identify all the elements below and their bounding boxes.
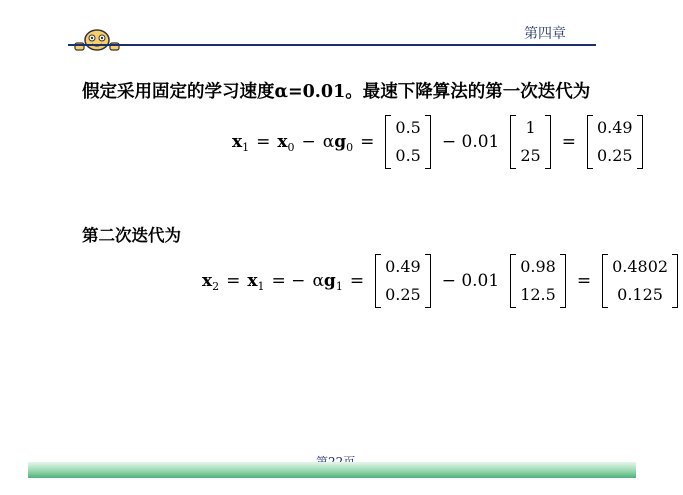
eq1-matrix-g0 xyxy=(510,115,550,169)
eq2-equals-minus: = − xyxy=(271,271,306,291)
intro-text: 假定采用固定的学习速度α=0.01。最速下降算法的第一次迭代为 xyxy=(82,82,591,102)
eq1-alpha: α xyxy=(322,132,335,152)
eq1-lhs-sub: 1 xyxy=(242,140,250,154)
eq1-equals-b: = xyxy=(360,132,375,152)
eq1-equals-a: = xyxy=(256,132,271,152)
matrix-cell: 0.49 xyxy=(385,257,421,276)
eq2-alpha: α xyxy=(312,271,324,291)
matrix-cell: 0.5 xyxy=(395,118,421,137)
matrix-cell: 0.5 xyxy=(395,146,421,165)
matrix-cell: 0.98 xyxy=(520,257,556,276)
eq1-x0: x xyxy=(277,132,288,152)
footer-bar xyxy=(28,462,636,478)
matrix-cell: 1 xyxy=(525,118,536,137)
eq1-coefficient: − 0.01 xyxy=(441,132,500,152)
equation-first-iteration xyxy=(232,111,647,173)
chapter-label: 第四章 xyxy=(524,26,566,42)
eq2-lhs-x: x xyxy=(202,271,213,291)
matrix-cell: 0.125 xyxy=(617,285,663,304)
eq2-x1: x xyxy=(247,271,258,291)
eq2-lhs-sub: 2 xyxy=(212,279,220,293)
eq1-equals-c: = xyxy=(561,132,576,152)
eq1-minus: − xyxy=(301,132,316,152)
header-divider xyxy=(68,44,596,46)
eq2-equals-d: = xyxy=(576,271,592,291)
matrix-cell: 25 xyxy=(520,146,541,165)
equation-second-iteration xyxy=(202,250,682,312)
matrix-cell: 0.49 xyxy=(596,118,633,137)
eq2-g: g xyxy=(323,271,336,291)
smiley-logo-icon xyxy=(72,27,122,55)
eq1-matrix-x0 xyxy=(385,115,430,169)
eq1-lhs-x: x xyxy=(232,132,243,152)
eq2-g-sub: 1 xyxy=(335,279,343,293)
second-iteration-text: 第二次迭代为 xyxy=(82,226,181,245)
eq2-x1-sub: 1 xyxy=(257,279,265,293)
matrix-cell: 12.5 xyxy=(520,285,556,304)
eq1-matrix-result xyxy=(587,115,643,169)
matrix-cell: 0.25 xyxy=(385,285,421,304)
matrix-cell: 0.4802 xyxy=(612,257,669,276)
eq1-g-sub: 0 xyxy=(346,140,354,154)
eq2-equals-a: = xyxy=(226,271,241,291)
eq2-matrix-x1 xyxy=(375,254,431,308)
eq2-equals-c: = xyxy=(349,271,365,291)
eq2-matrix-result xyxy=(602,254,678,308)
matrix-cell: 0.25 xyxy=(596,146,633,165)
eq2-coefficient: − 0.01 xyxy=(441,271,500,291)
eq1-g: g xyxy=(334,132,347,152)
eq2-matrix-g1 xyxy=(510,254,566,308)
eq1-x0-sub: 0 xyxy=(287,140,295,154)
